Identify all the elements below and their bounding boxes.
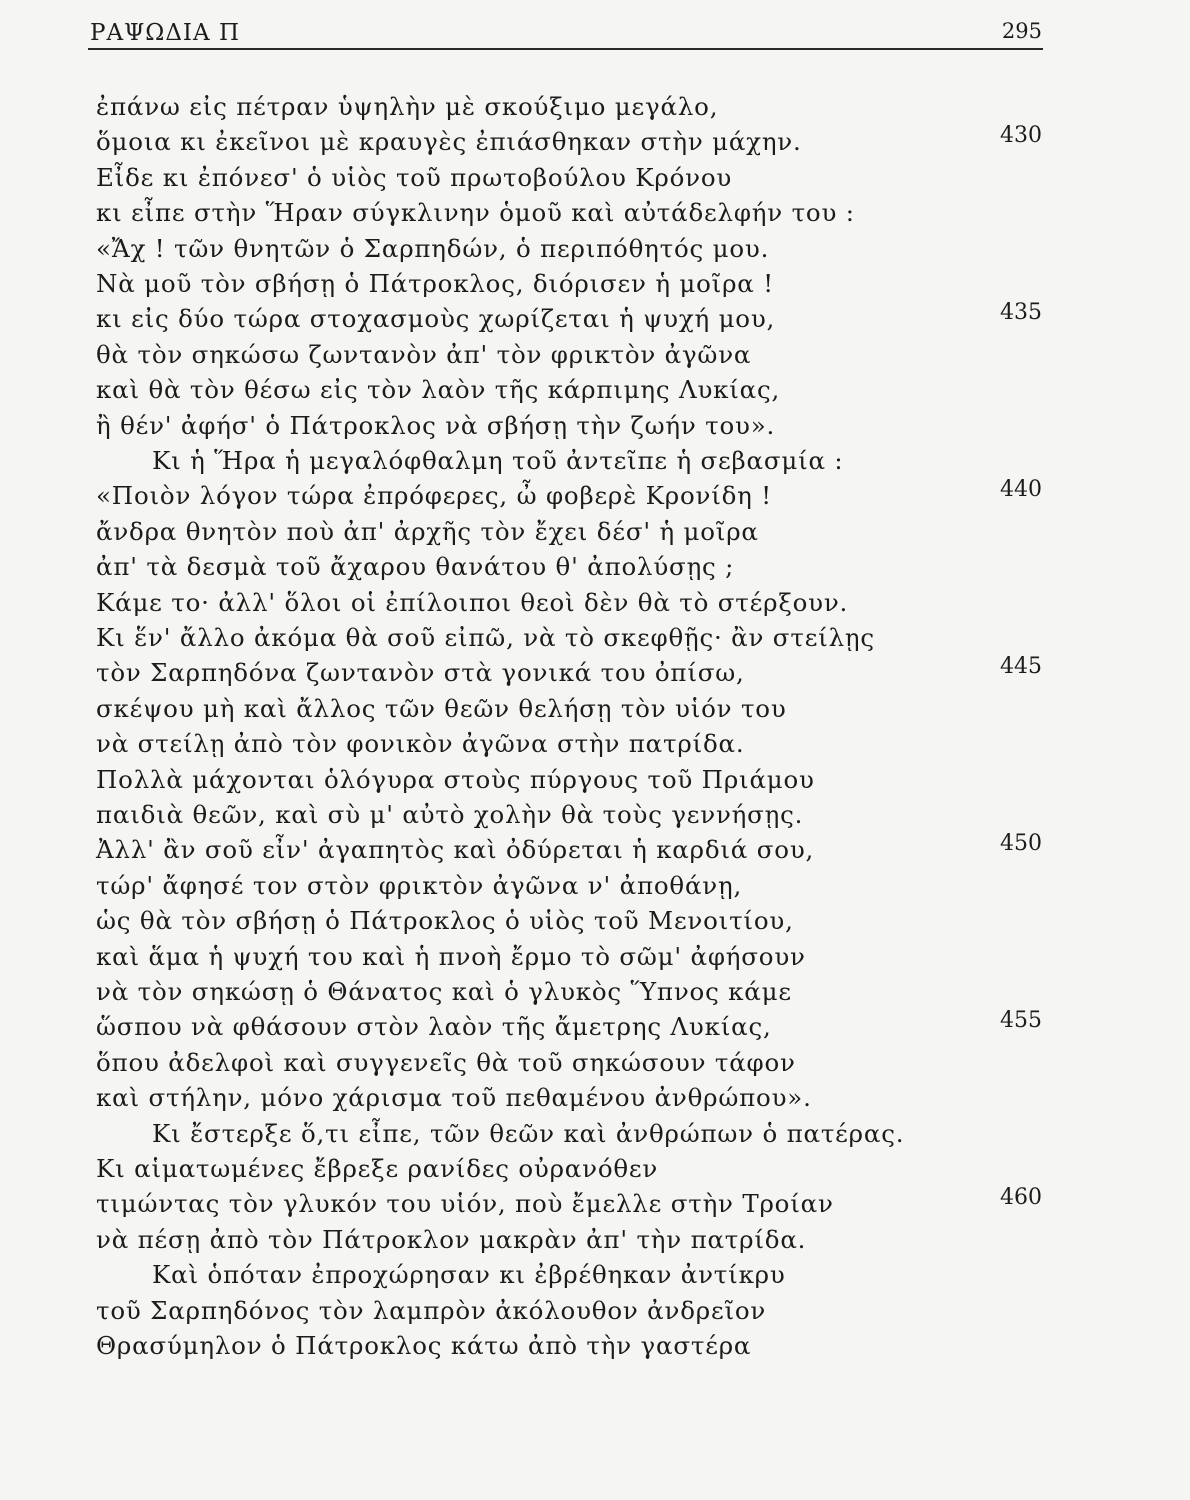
verse-line: ὅμοια κι ἐκεῖνοι μὲ κραυγὲς ἐπιάσθηκαν στὴν μάχην. xyxy=(96,127,802,156)
verse-line: θὰ τὸν σηκώσω ζωντανὸν ἀπ' τὸν φρικτὸν ἀγῶνα xyxy=(96,340,752,369)
verse-line: νὰ τὸν σηκώσῃ ὁ Θάνατος καὶ ὁ γλυκὸς Ὕπνος κάμε xyxy=(96,977,792,1006)
running-title: ΡΑΨΩΔΙΑ Π xyxy=(90,20,240,46)
verse-line: καὶ ἅμα ἡ ψυχή του καὶ ἡ πνοὴ ἔρμο τὸ σῶμ' ἀφήσουν xyxy=(96,942,806,971)
verse-line: «Ποιὸν λόγον τώρα ἐπρόφερες, ὦ φοβερὲ Κρονίδη ! xyxy=(96,481,772,510)
verse-line: Κάμε το· ἀλλ' ὅλοι οἱ ἐπίλοιποι θεοὶ δὲν θὰ τὸ στέρξουν. xyxy=(96,588,849,617)
verse-line: νὰ στείλῃ ἀπὸ τὸν φονικὸν ἀγῶνα στὴν πατρίδα. xyxy=(96,729,745,758)
verse-line: τιμώντας τὸν γλυκόν του υἱόν, ποὺ ἔμελλε στὴν Τροίαν xyxy=(96,1189,834,1218)
verse-line: ὅπου ἀδελφοὶ καὶ συγγενεῖς θὰ τοῦ σηκώσουν τάφον xyxy=(96,1048,796,1077)
line-number: 430 xyxy=(1000,123,1042,148)
verse-line: Εἶδε κι ἐπόνεσ' ὁ υἱὸς τοῦ πρωτοβούλου Κρόνου xyxy=(96,163,733,192)
line-number: 455 xyxy=(1000,1008,1042,1033)
verse-line: Θρασύμηλον ὁ Πάτροκλος κάτω ἀπὸ τὴν γαστέρα xyxy=(96,1331,752,1360)
verse-line: τώρ' ἄφησέ τον στὸν φρικτὸν ἀγῶνα ν' ἀποθάνῃ, xyxy=(96,871,743,900)
verse-line: Νὰ μοῦ τὸν σβήσῃ ὁ Πάτροκλος, διόρισεν ἡ μοῖρα ! xyxy=(96,269,774,298)
verse-line: κι εἰς δύο τώρα στοχασμοὺς χωρίζεται ἡ ψυχή μου, xyxy=(96,304,776,333)
verse-line: κι εἶπε στὴν Ἥραν σύγκλινην ὁμοῦ καὶ αὐτάδελφήν του : xyxy=(96,198,855,227)
verse-line: «Ἄχ ! τῶν θνητῶν ὁ Σαρπηδών, ὁ περιπόθητός μου. xyxy=(96,234,770,263)
verse-line: ἐπάνω εἰς πέτραν ὑψηλὴν μὲ σκούξιμο μεγάλο, xyxy=(96,92,719,121)
line-number: 440 xyxy=(1000,477,1042,502)
page-number: 295 xyxy=(1001,19,1042,43)
verse-line: ὡς θὰ τὸν σβήσῃ ὁ Πάτροκλος ὁ υἱὸς τοῦ Μενοιτίου, xyxy=(96,906,794,935)
verse-line: τὸν Σαρπηδόνα ζωντανὸν στὰ γονικά του ὀπίσω, xyxy=(96,658,745,687)
verse-line: ὥσπου νὰ φθάσουν στὸν λαὸν τῆς ἄμετρης Λυκίας, xyxy=(96,1012,772,1041)
verse-line: Κι αἱματωμένες ἔβρεξε ρανίδες οὐρανόθεν xyxy=(96,1154,659,1183)
verse-line: ἢ θέν' ἀφήσ' ὁ Πάτροκλος νὰ σβήσῃ τὴν ζωήν του». xyxy=(96,411,776,440)
line-number: 450 xyxy=(1000,831,1042,856)
verse-line: νὰ πέσῃ ἀπὸ τὸν Πάτροκλον μακρὰν ἀπ' τὴν πατρίδα. xyxy=(96,1225,807,1254)
verse-line: Κι ἡ Ἥρα ἡ μεγαλόφθαλμη τοῦ ἀντεῖπε ἡ σεβασμία : xyxy=(152,446,844,475)
verse-line: παιδιὰ θεῶν, καὶ σὺ μ' αὐτὸ χολὴν θὰ τοὺς γεννήσῃς. xyxy=(96,800,804,829)
line-number: 445 xyxy=(1000,654,1042,679)
verse-line: ἀπ' τὰ δεσμὰ τοῦ ἄχαρου θανάτου θ' ἀπολύσῃς ; xyxy=(96,552,735,581)
verse-line: Κι ἔστερξε ὅ,τι εἶπε, τῶν θεῶν καὶ ἀνθρώπων ὁ πατέρας. xyxy=(152,1119,905,1148)
verse-line: ἄνδρα θνητὸν ποὺ ἀπ' ἀρχῆς τὸν ἔχει δέσ' ἡ μοῖρα xyxy=(96,517,759,546)
line-number: 435 xyxy=(1000,300,1042,325)
verse-line: Ἀλλ' ἂν σοῦ εἶν' ἀγαπητὸς καὶ ὀδύρεται ἡ καρδιά σου, xyxy=(96,835,815,864)
verse-line: σκέψου μὴ καὶ ἄλλος τῶν θεῶν θελήσῃ τὸν υἱόν του xyxy=(96,694,787,723)
verse-line: τοῦ Σαρπηδόνος τὸν λαμπρὸν ἀκόλουθον ἀνδρεῖον xyxy=(96,1296,767,1325)
verse-line: καὶ στήλην, μόνο χάρισμα τοῦ πεθαμένου ἀνθρώπου». xyxy=(96,1083,812,1112)
verse-line: Κι ἕν' ἄλλο ἀκόμα θὰ σοῦ εἰπῶ, νὰ τὸ σκεφθῇς· ἂν στείλῃς xyxy=(96,623,875,652)
line-number: 460 xyxy=(1000,1185,1042,1210)
verse-line: Πολλὰ μάχονται ὁλόγυρα στοὺς πύργους τοῦ Πριάμου xyxy=(96,765,815,794)
verse-line: Καὶ ὁπόταν ἐπροχώρησαν κι ἐβρέθηκαν ἀντίκρυ xyxy=(152,1260,786,1289)
verse-line: καὶ θὰ τὸν θέσω εἰς τὸν λαὸν τῆς κάρπιμης Λυκίας, xyxy=(96,375,781,404)
